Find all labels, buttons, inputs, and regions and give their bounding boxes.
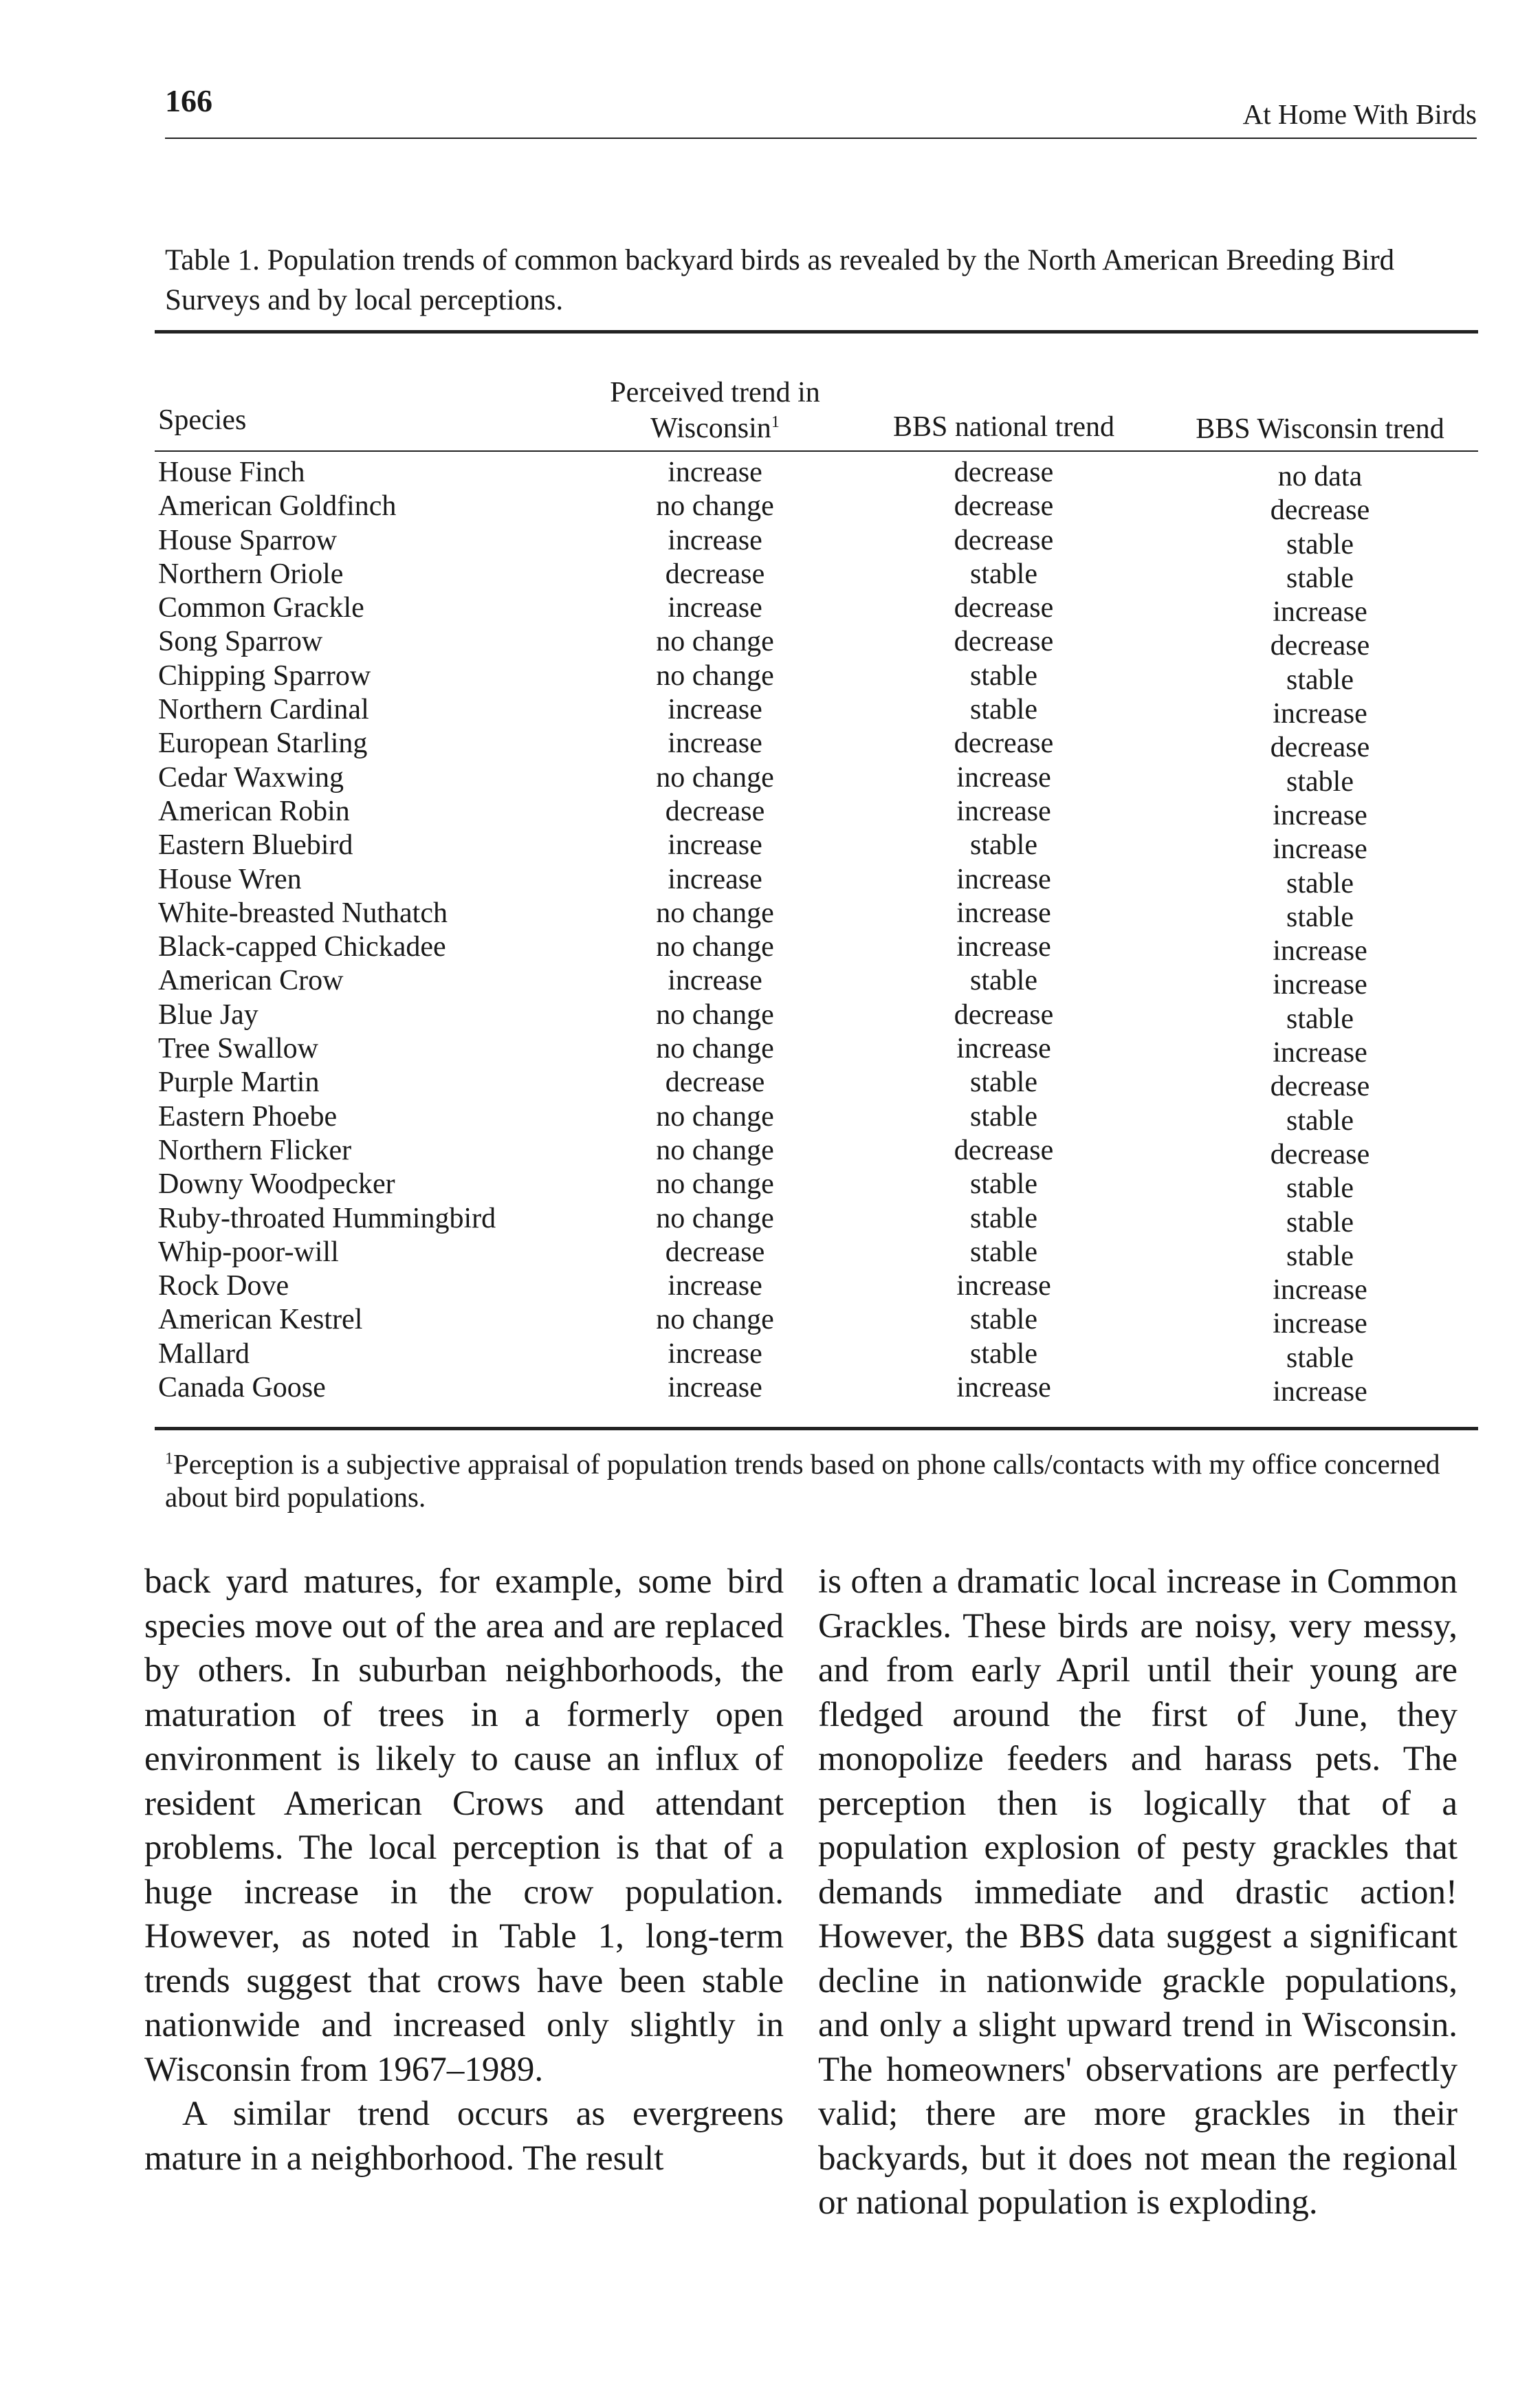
header-perceived-trend bbox=[578, 375, 852, 446]
bbs-wisconsin-cell: increase bbox=[1273, 1037, 1367, 1069]
perceived-trend-cell: no change bbox=[656, 1168, 774, 1201]
species-cell: Downy Woodpecker bbox=[158, 1168, 395, 1201]
perceived-trend-cell: increase bbox=[668, 863, 762, 895]
bbs-national-cell: stable bbox=[970, 1100, 1037, 1133]
footnote-mark: 1 bbox=[165, 1450, 173, 1468]
table-row bbox=[155, 1134, 1478, 1168]
species-cell: American Goldfinch bbox=[158, 490, 397, 523]
bbs-national-cell: increase bbox=[956, 761, 1051, 794]
table-footnote bbox=[165, 1447, 1458, 1514]
species-cell: Black-capped Chickadee bbox=[158, 931, 446, 963]
species-cell: Song Sparrow bbox=[158, 626, 323, 658]
table-row bbox=[155, 1100, 1478, 1137]
bbs-national-cell: increase bbox=[956, 931, 1051, 963]
species-cell: American Robin bbox=[158, 795, 350, 827]
table-row bbox=[155, 1371, 1478, 1408]
bbs-national-cell: stable bbox=[970, 1202, 1037, 1234]
bbs-wisconsin-cell: stable bbox=[1286, 562, 1354, 594]
table-row bbox=[155, 1202, 1478, 1236]
bbs-national-cell: decrease bbox=[954, 490, 1054, 523]
table-row bbox=[155, 558, 1478, 594]
header-bbs-wisconsin: BBS Wisconsin trend bbox=[1196, 413, 1444, 445]
species-cell: Northern Cardinal bbox=[158, 694, 369, 726]
bbs-national-cell: stable bbox=[970, 965, 1037, 997]
bbs-national-cell: stable bbox=[970, 694, 1037, 726]
table-row bbox=[155, 727, 1478, 764]
bbs-wisconsin-cell: stable bbox=[1286, 1240, 1354, 1272]
species-cell: House Finch bbox=[158, 457, 305, 488]
perceived-trend-cell: no change bbox=[656, 626, 774, 658]
running-title: At Home With Birds bbox=[1242, 98, 1477, 130]
bbs-wisconsin-cell: increase bbox=[1273, 799, 1367, 831]
table-row bbox=[155, 1303, 1478, 1340]
bbs-wisconsin-cell: stable bbox=[1286, 1206, 1354, 1238]
bbs-national-cell: decrease bbox=[954, 1134, 1054, 1166]
perceived-trend-cell: no change bbox=[656, 1033, 774, 1065]
species-cell: American Crow bbox=[158, 965, 344, 997]
bbs-national-cell: stable bbox=[970, 1168, 1037, 1201]
header-perceived-line2 bbox=[578, 411, 852, 446]
table-row bbox=[155, 1337, 1478, 1374]
table-row bbox=[155, 1269, 1478, 1307]
bbs-wisconsin-cell: increase bbox=[1273, 1274, 1367, 1307]
table-row bbox=[155, 930, 1478, 968]
table-top-rule bbox=[155, 330, 1478, 334]
perceived-trend-cell: increase bbox=[668, 829, 762, 862]
perceived-trend-cell: no change bbox=[656, 761, 774, 794]
table-caption: Table 1. Population trends of common backyard birds as revealed by the North American Breeding Bird Surveys and by local perceptions. bbox=[165, 244, 1395, 316]
bbs-national-cell: increase bbox=[956, 1372, 1051, 1404]
perceived-trend-cell: no change bbox=[656, 897, 774, 929]
page-header bbox=[165, 83, 1477, 139]
bbs-national-cell: stable bbox=[970, 1304, 1037, 1336]
species-cell: House Wren bbox=[158, 863, 302, 895]
species-cell: Chipping Sparrow bbox=[158, 659, 371, 692]
table-row bbox=[155, 998, 1478, 1035]
species-cell: Ruby-throated Hummingbird bbox=[158, 1202, 496, 1234]
table-row bbox=[155, 1066, 1478, 1103]
perceived-trend-cell: no change bbox=[656, 1202, 774, 1234]
perceived-trend-cell: no change bbox=[656, 1304, 774, 1336]
bbs-wisconsin-cell: stable bbox=[1286, 664, 1354, 696]
table-row bbox=[155, 897, 1478, 933]
species-cell: Tree Swallow bbox=[158, 1033, 318, 1065]
bbs-national-cell: stable bbox=[970, 659, 1037, 692]
bbs-national-cell: decrease bbox=[954, 998, 1054, 1031]
footnote-marker: 1 bbox=[771, 413, 780, 431]
perceived-trend-cell: decrease bbox=[665, 795, 765, 827]
bbs-national-cell: stable bbox=[970, 829, 1037, 862]
body-paragraph: back yard matures, for example, some bird species move out of the area and are replaced by others. In suburban neighborhoods, the maturation of trees in a formerly open environment is likely to cause an influx of resident American Crows and attendant problems. The local perception is that of a huge increase in the crow population. However, as noted in Table 1, long-term trends suggest that crows have been stable nationwide and increased only slightly in Wisconsin from 1967–1989. bbox=[144, 1562, 784, 2089]
bbs-wisconsin-cell: increase bbox=[1273, 1308, 1367, 1340]
bbs-national-cell: increase bbox=[956, 1270, 1051, 1302]
header-perceived-line1: Perceived trend in bbox=[610, 377, 820, 408]
footnote-text: Perception is a subjective appraisal of population trends based on phone calls/contacts with my office concerned about bird populations. bbox=[165, 1448, 1440, 1513]
perceived-trend-cell: increase bbox=[668, 592, 762, 624]
table-row bbox=[155, 490, 1478, 527]
bbs-national-cell: decrease bbox=[954, 457, 1054, 488]
bbs-national-cell: increase bbox=[956, 795, 1051, 827]
species-cell: Eastern Phoebe bbox=[158, 1100, 338, 1133]
bbs-wisconsin-cell: increase bbox=[1273, 833, 1367, 866]
species-cell: Rock Dove bbox=[158, 1270, 289, 1302]
bbs-wisconsin-cell: decrease bbox=[1270, 630, 1370, 662]
bbs-wisconsin-cell: stable bbox=[1286, 1104, 1354, 1137]
table-row bbox=[155, 795, 1478, 829]
species-cell: Mallard bbox=[158, 1337, 250, 1370]
bbs-wisconsin-cell: increase bbox=[1273, 1376, 1367, 1408]
bbs-wisconsin-cell: decrease bbox=[1270, 1138, 1370, 1170]
species-cell: Canada Goose bbox=[158, 1372, 326, 1404]
table-row bbox=[155, 1032, 1478, 1069]
bbs-national-cell: increase bbox=[956, 897, 1051, 929]
bbs-wisconsin-cell: stable bbox=[1286, 765, 1354, 798]
bbs-national-cell: increase bbox=[956, 1033, 1051, 1065]
table-row bbox=[155, 1168, 1478, 1205]
perceived-trend-cell: increase bbox=[668, 1337, 762, 1370]
perceived-trend-cell: decrease bbox=[665, 1067, 765, 1099]
perceived-trend-cell: increase bbox=[668, 694, 762, 726]
bbs-national-cell: decrease bbox=[954, 626, 1054, 658]
header-species: Species bbox=[158, 404, 247, 436]
species-cell: Blue Jay bbox=[158, 998, 258, 1031]
species-cell: Eastern Bluebird bbox=[158, 829, 353, 862]
perceived-trend-cell: no change bbox=[656, 1134, 774, 1166]
bbs-national-cell: stable bbox=[970, 558, 1037, 590]
table-body bbox=[155, 456, 1478, 1408]
table-row bbox=[155, 659, 1478, 696]
perceived-trend-cell: no change bbox=[656, 659, 774, 692]
table-row bbox=[155, 591, 1478, 629]
perceived-trend-cell: decrease bbox=[665, 558, 765, 590]
species-cell: Common Grackle bbox=[158, 592, 364, 624]
bbs-national-cell: stable bbox=[970, 1337, 1037, 1370]
bbs-national-cell: stable bbox=[970, 1067, 1037, 1099]
table-row bbox=[155, 863, 1478, 897]
perceived-trend-cell: no change bbox=[656, 998, 774, 1031]
table-row bbox=[155, 964, 1478, 1001]
bbs-wisconsin-cell: increase bbox=[1273, 596, 1367, 629]
body-column-left bbox=[144, 1560, 784, 2181]
table-row bbox=[155, 693, 1478, 730]
table-header-rule bbox=[155, 450, 1478, 452]
page-number: 166 bbox=[165, 83, 212, 118]
body-paragraph: A similar trend occurs as evergreens mature in a neighborhood. The result bbox=[144, 2095, 784, 2178]
table-row bbox=[155, 524, 1478, 558]
bbs-national-cell: stable bbox=[970, 1236, 1037, 1268]
species-cell: Northern Oriole bbox=[158, 558, 344, 590]
bbs-wisconsin-cell: increase bbox=[1273, 935, 1367, 968]
species-cell: Purple Martin bbox=[158, 1067, 320, 1099]
table-row bbox=[155, 625, 1478, 662]
body-paragraph: is often a dramatic local increase in Common Grackles. These birds are noisy, very messy, and from early April until their young are fledged around the first of June, they monopolize feeders and harass pets. The perception then is logically that of a population explosion of pesty grackles that demands immediate and drastic action! However, the BBS data suggest a significant decline in nationwide grackle populations, and only a slight upward trend in Wisconsin. The homeowners' observations are perfectly valid; there are more grackles in their backyards, but it does not mean the regional or national population is exploding. bbox=[818, 1562, 1458, 2222]
bbs-national-cell: decrease bbox=[954, 728, 1054, 760]
species-cell: American Kestrel bbox=[158, 1304, 363, 1336]
bbs-national-cell: increase bbox=[956, 863, 1051, 895]
body-column-right bbox=[818, 1560, 1458, 2225]
perceived-trend-cell: no change bbox=[656, 931, 774, 963]
perceived-trend-cell: increase bbox=[668, 728, 762, 760]
table-row bbox=[155, 456, 1478, 490]
species-cell: White-breasted Nuthatch bbox=[158, 897, 448, 929]
perceived-trend-cell: increase bbox=[668, 1270, 762, 1302]
perceived-trend-cell: decrease bbox=[665, 1236, 765, 1268]
species-cell: European Starling bbox=[158, 728, 368, 760]
species-cell: Northern Flicker bbox=[158, 1134, 352, 1166]
perceived-trend-cell: increase bbox=[668, 1372, 762, 1404]
bbs-wisconsin-cell: increase bbox=[1273, 969, 1367, 1001]
table-row bbox=[155, 761, 1478, 798]
bbs-wisconsin-cell: stable bbox=[1286, 901, 1354, 933]
bbs-wisconsin-cell: increase bbox=[1273, 698, 1367, 730]
perceived-trend-cell: no change bbox=[656, 490, 774, 523]
species-cell: Cedar Waxwing bbox=[158, 761, 344, 794]
bbs-wisconsin-cell: decrease bbox=[1270, 732, 1370, 764]
header-bbs-national: BBS national trend bbox=[893, 411, 1114, 443]
bbs-national-cell: decrease bbox=[954, 592, 1054, 624]
table-row bbox=[155, 829, 1478, 866]
perceived-trend-cell: no change bbox=[656, 1100, 774, 1133]
bbs-wisconsin-cell: stable bbox=[1286, 1342, 1354, 1374]
bbs-wisconsin-cell: no data bbox=[1277, 461, 1363, 492]
species-cell: House Sparrow bbox=[158, 524, 338, 556]
bbs-wisconsin-cell: stable bbox=[1286, 1172, 1354, 1205]
bbs-wisconsin-cell: stable bbox=[1286, 867, 1354, 899]
perceived-trend-cell: increase bbox=[668, 965, 762, 997]
perceived-trend-cell: increase bbox=[668, 524, 762, 556]
table-row bbox=[155, 1236, 1478, 1272]
bbs-national-cell: decrease bbox=[954, 524, 1054, 556]
species-cell: Whip-poor-will bbox=[158, 1236, 339, 1268]
table-bottom-rule bbox=[155, 1427, 1478, 1430]
bbs-wisconsin-cell: decrease bbox=[1270, 494, 1370, 527]
bbs-wisconsin-cell: decrease bbox=[1270, 1071, 1370, 1103]
bbs-wisconsin-cell: stable bbox=[1286, 528, 1354, 560]
bbs-wisconsin-cell: stable bbox=[1286, 1003, 1354, 1035]
perceived-trend-cell: increase bbox=[668, 457, 762, 488]
header-perceived-wisconsin: Wisconsin bbox=[650, 413, 771, 444]
